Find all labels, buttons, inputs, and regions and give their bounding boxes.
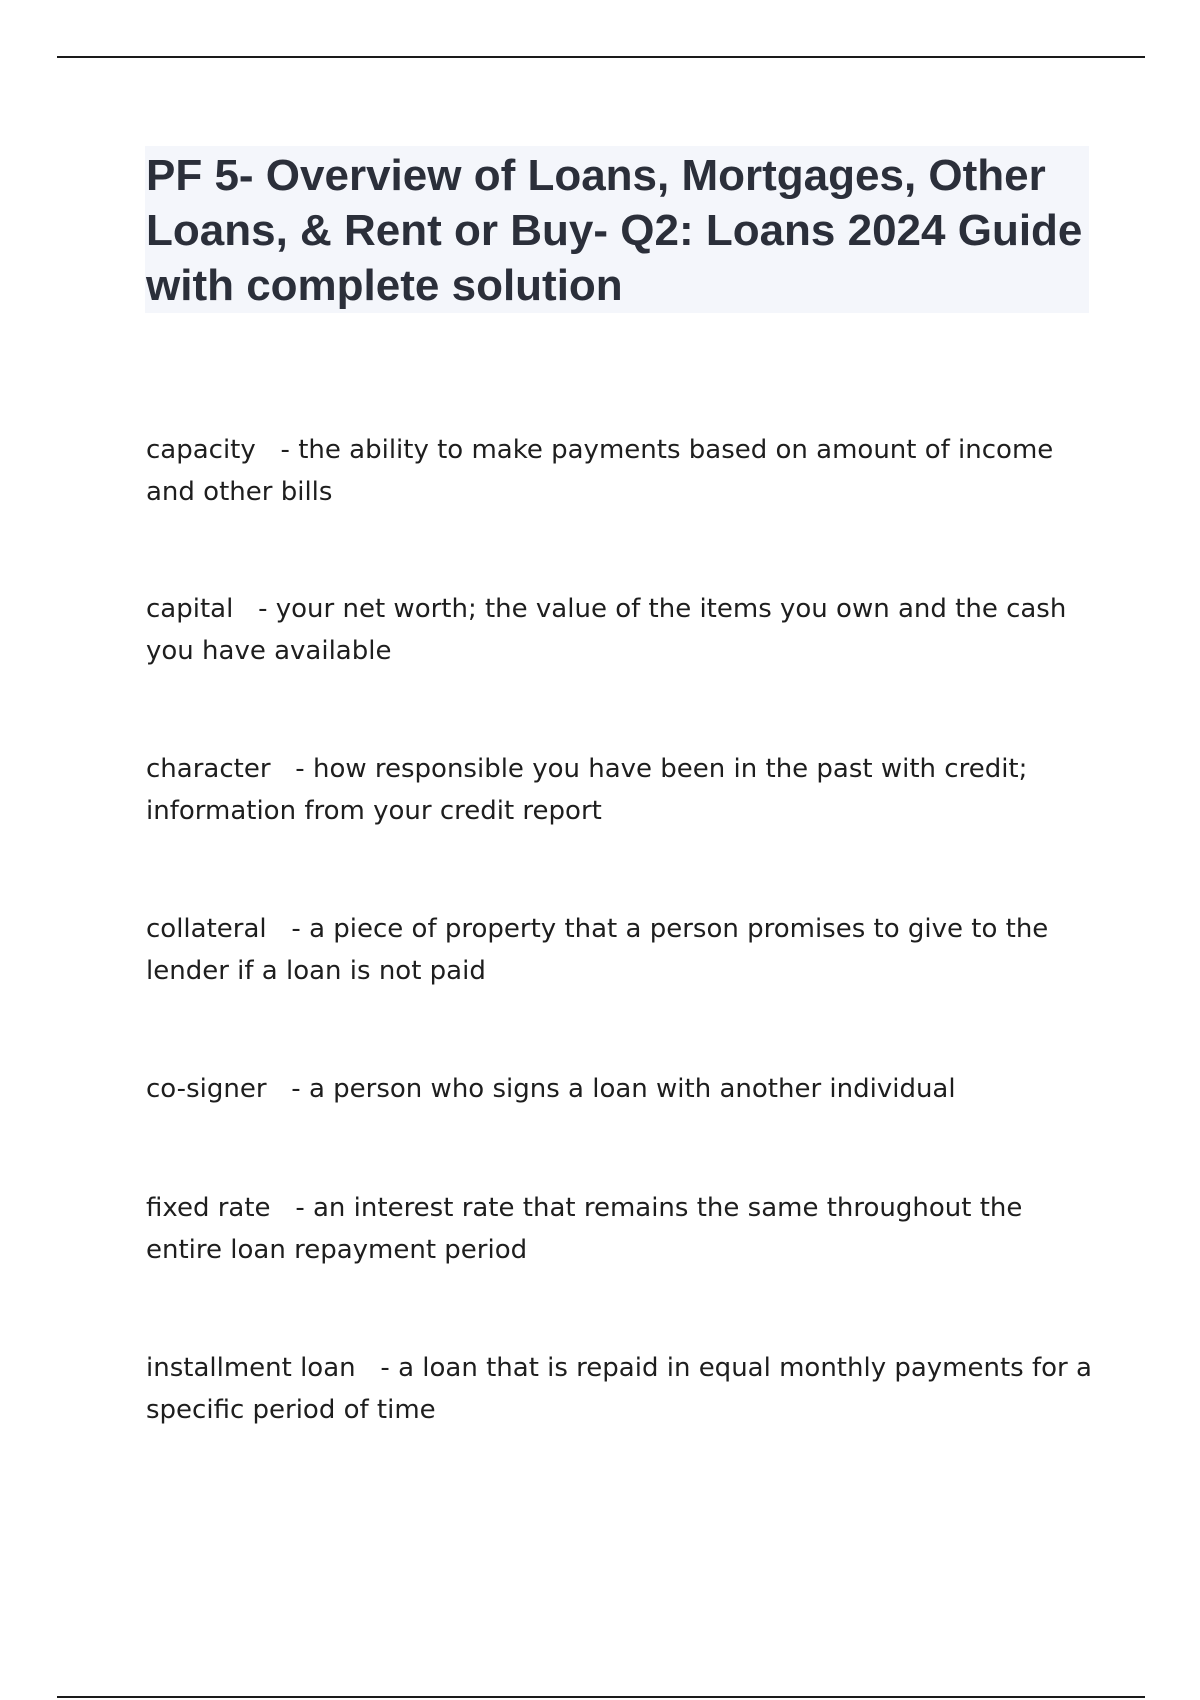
entry-definition: how responsible you have been in the past with credit; information from your credit report — [146, 754, 1028, 826]
entry-definition: a person who signs a loan with another individual — [308, 1074, 956, 1104]
glossary-entry: character - how responsible you have been in the past with credit; information from your credit report — [146, 754, 1028, 826]
entry-term: character — [146, 754, 271, 784]
glossary-entry: capital - your net worth; the value of the items you own and the cash you have available — [146, 594, 1067, 666]
glossary-entry: capacity - the ability to make payments based on amount of income and other bills — [146, 435, 1054, 507]
entry-term: installment loan — [146, 1353, 356, 1383]
entry-definition: your net worth; the value of the items you own and the cash you have available — [146, 594, 1067, 666]
glossary-entry: installment loan - a loan that is repaid in equal monthly payments for a specific period of time — [146, 1353, 1092, 1425]
entry-term: capital — [146, 594, 234, 624]
entry-definition: a loan that is repaid in equal monthly payments for a specific period of time — [146, 1353, 1092, 1425]
glossary-entry: collateral - a piece of property that a person promises to give to the lender if a loan is not paid — [146, 914, 1049, 986]
glossary-entry: co-signer - a person who signs a loan with another individual — [146, 1074, 956, 1104]
bottom-divider — [57, 1696, 1145, 1698]
document-title: PF 5- Overview of Loans, Mortgages, Other Loans, & Rent or Buy- Q2: Loans 2024 Guide with complete solution — [146, 151, 1083, 310]
entry-term: collateral — [146, 914, 267, 944]
entry-definition: a piece of property that a person promises to give to the lender if a loan is not paid — [146, 914, 1049, 986]
entry-definition: an interest rate that remains the same throughout the entire loan repayment period — [146, 1193, 1023, 1265]
glossary-entry: fixed rate - an interest rate that remains the same throughout the entire loan repayment period — [146, 1193, 1023, 1265]
top-divider — [57, 56, 1145, 58]
entry-term: capacity — [146, 435, 256, 465]
entry-term: co-signer — [146, 1074, 267, 1104]
entry-term: fixed rate — [146, 1193, 271, 1223]
entry-definition: the ability to make payments based on amount of income and other bills — [146, 435, 1054, 507]
